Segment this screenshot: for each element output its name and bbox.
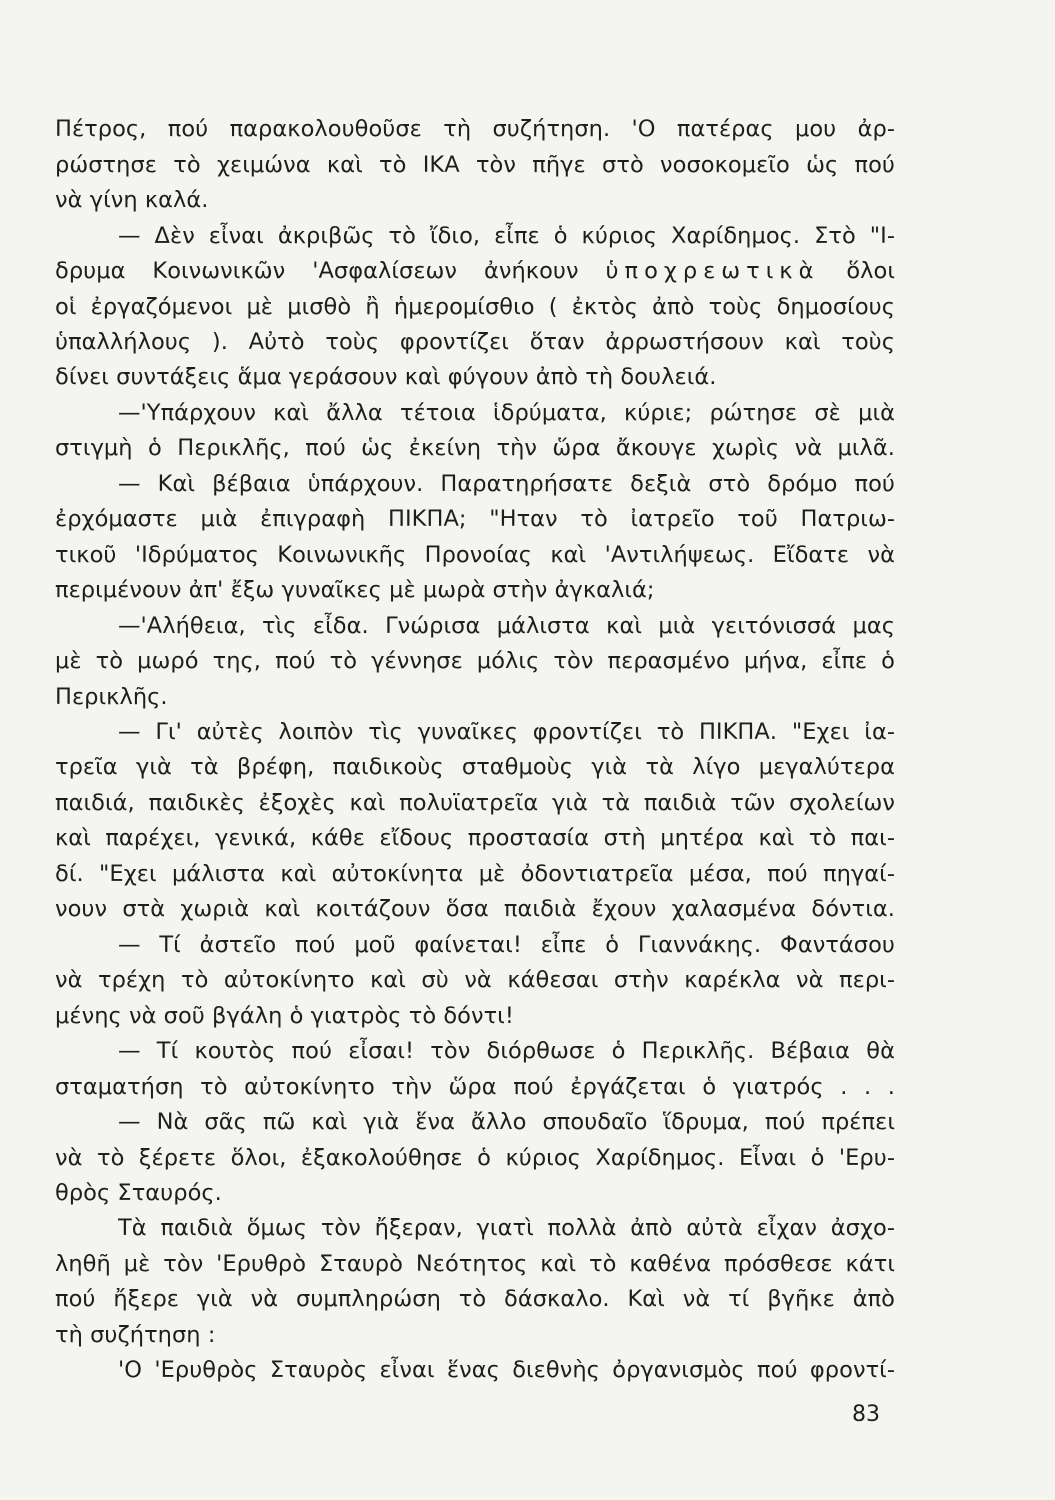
text-line: θρὸς Σταυρός. bbox=[55, 1180, 222, 1206]
text-line: παιδιά, παιδικὲς ἐξοχὲς καὶ πολυϊατρεῖα γιὰ τὰ παιδιὰ τῶν σχολείων bbox=[55, 790, 895, 816]
text-line: οἱ ἐργαζόμενοι μὲ μισθὸ ἢ ἡμερομίσθιο ( ἐκτὸς ἀπὸ τοὺς δημοσίους bbox=[55, 294, 895, 320]
paragraph-first-line: Τὰ παιδιὰ ὅμως τὸν ἤξεραν, γιατὶ πολλὰ ἀπὸ αὐτὰ εἶχαν ἀσχο- bbox=[118, 1215, 895, 1241]
text-line: νὰ τρέχη τὸ αὐτοκίνητο καὶ σὺ νὰ κάθεσαι στὴν καρέκλα νὰ περι- bbox=[55, 967, 895, 993]
text-line: μένης νὰ σοῦ βγάλη ὁ γιατρὸς τὸ δόντι! bbox=[55, 1003, 514, 1029]
text-line: τὴ συζήτηση : bbox=[55, 1322, 216, 1348]
text-line: νὰ γίνη καλά. bbox=[55, 187, 209, 213]
text-line: στιγμὴ ὁ Περικλῆς, πού ὡς ἐκείνη τὴν ὥρα ἄκουγε χωρὶς νὰ μιλᾶ. bbox=[55, 435, 895, 461]
text-segment: ὅλοι bbox=[846, 258, 895, 284]
emphasized-word: ὑποχρεωτικὰ bbox=[605, 258, 820, 284]
paragraph-first-line: —'Αλήθεια, τὶς εἶδα. Γνώρισα μάλιστα καὶ μιὰ γειτόνισσά μας bbox=[118, 613, 895, 639]
paragraph-first-line: — Τί κουτὸς πού εἶσαι! τὸν διόρθωσε ὁ Περικλῆς. Βέβαια θὰ bbox=[118, 1038, 895, 1064]
text-line: νὰ τὸ ξέρετε ὅλοι, ἐξακολούθησε ὁ κύριος Χαρίδημος. Εἶναι ὁ 'Ερυ- bbox=[55, 1145, 895, 1171]
text-line: δί. "Εχει μάλιστα καὶ αὐτοκίνητα μὲ ὀδοντιατρεῖα μέσα, πού πηγαί- bbox=[55, 861, 895, 887]
text-line: ρώστησε τὸ χειμώνα καὶ τὸ ΙΚΑ τὸν πῆγε στὸ νοσοκομεῖο ὡς πού bbox=[55, 152, 895, 178]
text-segment: δρυμα Κοινωνικῶν 'Ασφαλίσεων ἀνήκουν bbox=[55, 258, 579, 284]
text-line: τρεῖα γιὰ τὰ βρέφη, παιδικοὺς σταθμοὺς γιὰ τὰ λίγο μεγαλύτερα bbox=[55, 754, 895, 780]
text-line: Περικλῆς. bbox=[55, 684, 168, 710]
text-line: καὶ παρέχει, γενικά, κάθε εἴδους προστασία στὴ μητέρα καὶ τὸ παι- bbox=[55, 825, 895, 851]
paragraph-first-line: — Δὲν εἶναι ἀκριβῶς τὸ ἴδιο, εἶπε ὁ κύριος Χαρίδημος. Στὸ "Ι- bbox=[118, 223, 895, 249]
text-line: δίνει συντάξεις ἅμα γεράσουν καὶ φύγουν ἀπὸ τὴ δουλειά. bbox=[55, 364, 717, 390]
paragraph-first-line: — Γι' αὐτὲς λοιπὸν τὶς γυναῖκες φροντίζει τὸ ΠΙΚΠΑ. "Εχει ἰα- bbox=[118, 719, 895, 745]
text-line: ἐρχόμαστε μιὰ ἐπιγραφὴ ΠΙΚΠΑ; "Ηταν τὸ ἰατρεῖο τοῦ Πατριω- bbox=[55, 506, 895, 532]
text-line: Πέτρος, πού παρακολουθοῦσε τὴ συζήτηση. 'Ο πατέρας μου ἀρ- bbox=[55, 116, 895, 142]
text-line: ληθῆ μὲ τὸν 'Ερυθρὸ Σταυρὸ Νεότητος καὶ τὸ καθένα πρόσθεσε κάτι bbox=[55, 1251, 895, 1277]
paragraph-first-line: — Νὰ σᾶς πῶ καὶ γιὰ ἕνα ἄλλο σπουδαῖο ἵδρυμα, πού πρέπει bbox=[118, 1109, 895, 1135]
text-line: περιμένουν ἀπ' ἔξω γυναῖκες μὲ μωρὰ στὴν ἀγκαλιά; bbox=[55, 577, 655, 603]
page-number: 83 bbox=[852, 1402, 880, 1427]
text-line: μὲ τὸ μωρό της, πού τὸ γέννησε μόλις τὸν περασμένο μήνα, εἶπε ὁ bbox=[55, 648, 895, 674]
paragraph-first-line: — Καὶ βέβαια ὑπάρχουν. Παρατηρήσατε δεξιὰ στὸ δρόμο πού bbox=[118, 471, 895, 497]
text-line: τικοῦ 'Ιδρύματος Κοινωνικῆς Προνοίας καὶ 'Αντιλήψεως. Εἴδατε νὰ bbox=[55, 542, 895, 568]
text-line: σταματήση τὸ αὐτοκίνητο τὴν ὥρα πού ἐργάζεται ὁ γιατρός . . . bbox=[55, 1074, 895, 1100]
text-line: πού ἤξερε γιὰ νὰ συμπληρώση τὸ δάσκαλο. Καὶ νὰ τί βγῆκε ἀπὸ bbox=[55, 1286, 895, 1312]
paragraph-first-line: —'Υπάρχουν καὶ ἄλλα τέτοια ἱδρύματα, κύριε; ρώτησε σὲ μιὰ bbox=[118, 400, 895, 426]
paragraph-first-line: 'Ο 'Ερυθρὸς Σταυρὸς εἶναι ἕνας διεθνὴς ὀργανισμὸς πού φροντί- bbox=[118, 1357, 895, 1383]
paragraph-first-line: — Τί ἀστεῖο πού μοῦ φαίνεται! εἶπε ὁ Γιαννάκης. Φαντάσου bbox=[118, 932, 895, 958]
text-line: ὑπαλλήλους ). Αὐτὸ τοὺς φροντίζει ὅταν ἀρρωστήσουν καὶ τοὺς bbox=[55, 329, 895, 355]
text-line: νουν στὰ χωριὰ καὶ κοιτάζουν ὅσα παιδιὰ ἔχουν χαλασμένα δόντια. bbox=[55, 896, 895, 922]
text-line bbox=[55, 254, 895, 288]
